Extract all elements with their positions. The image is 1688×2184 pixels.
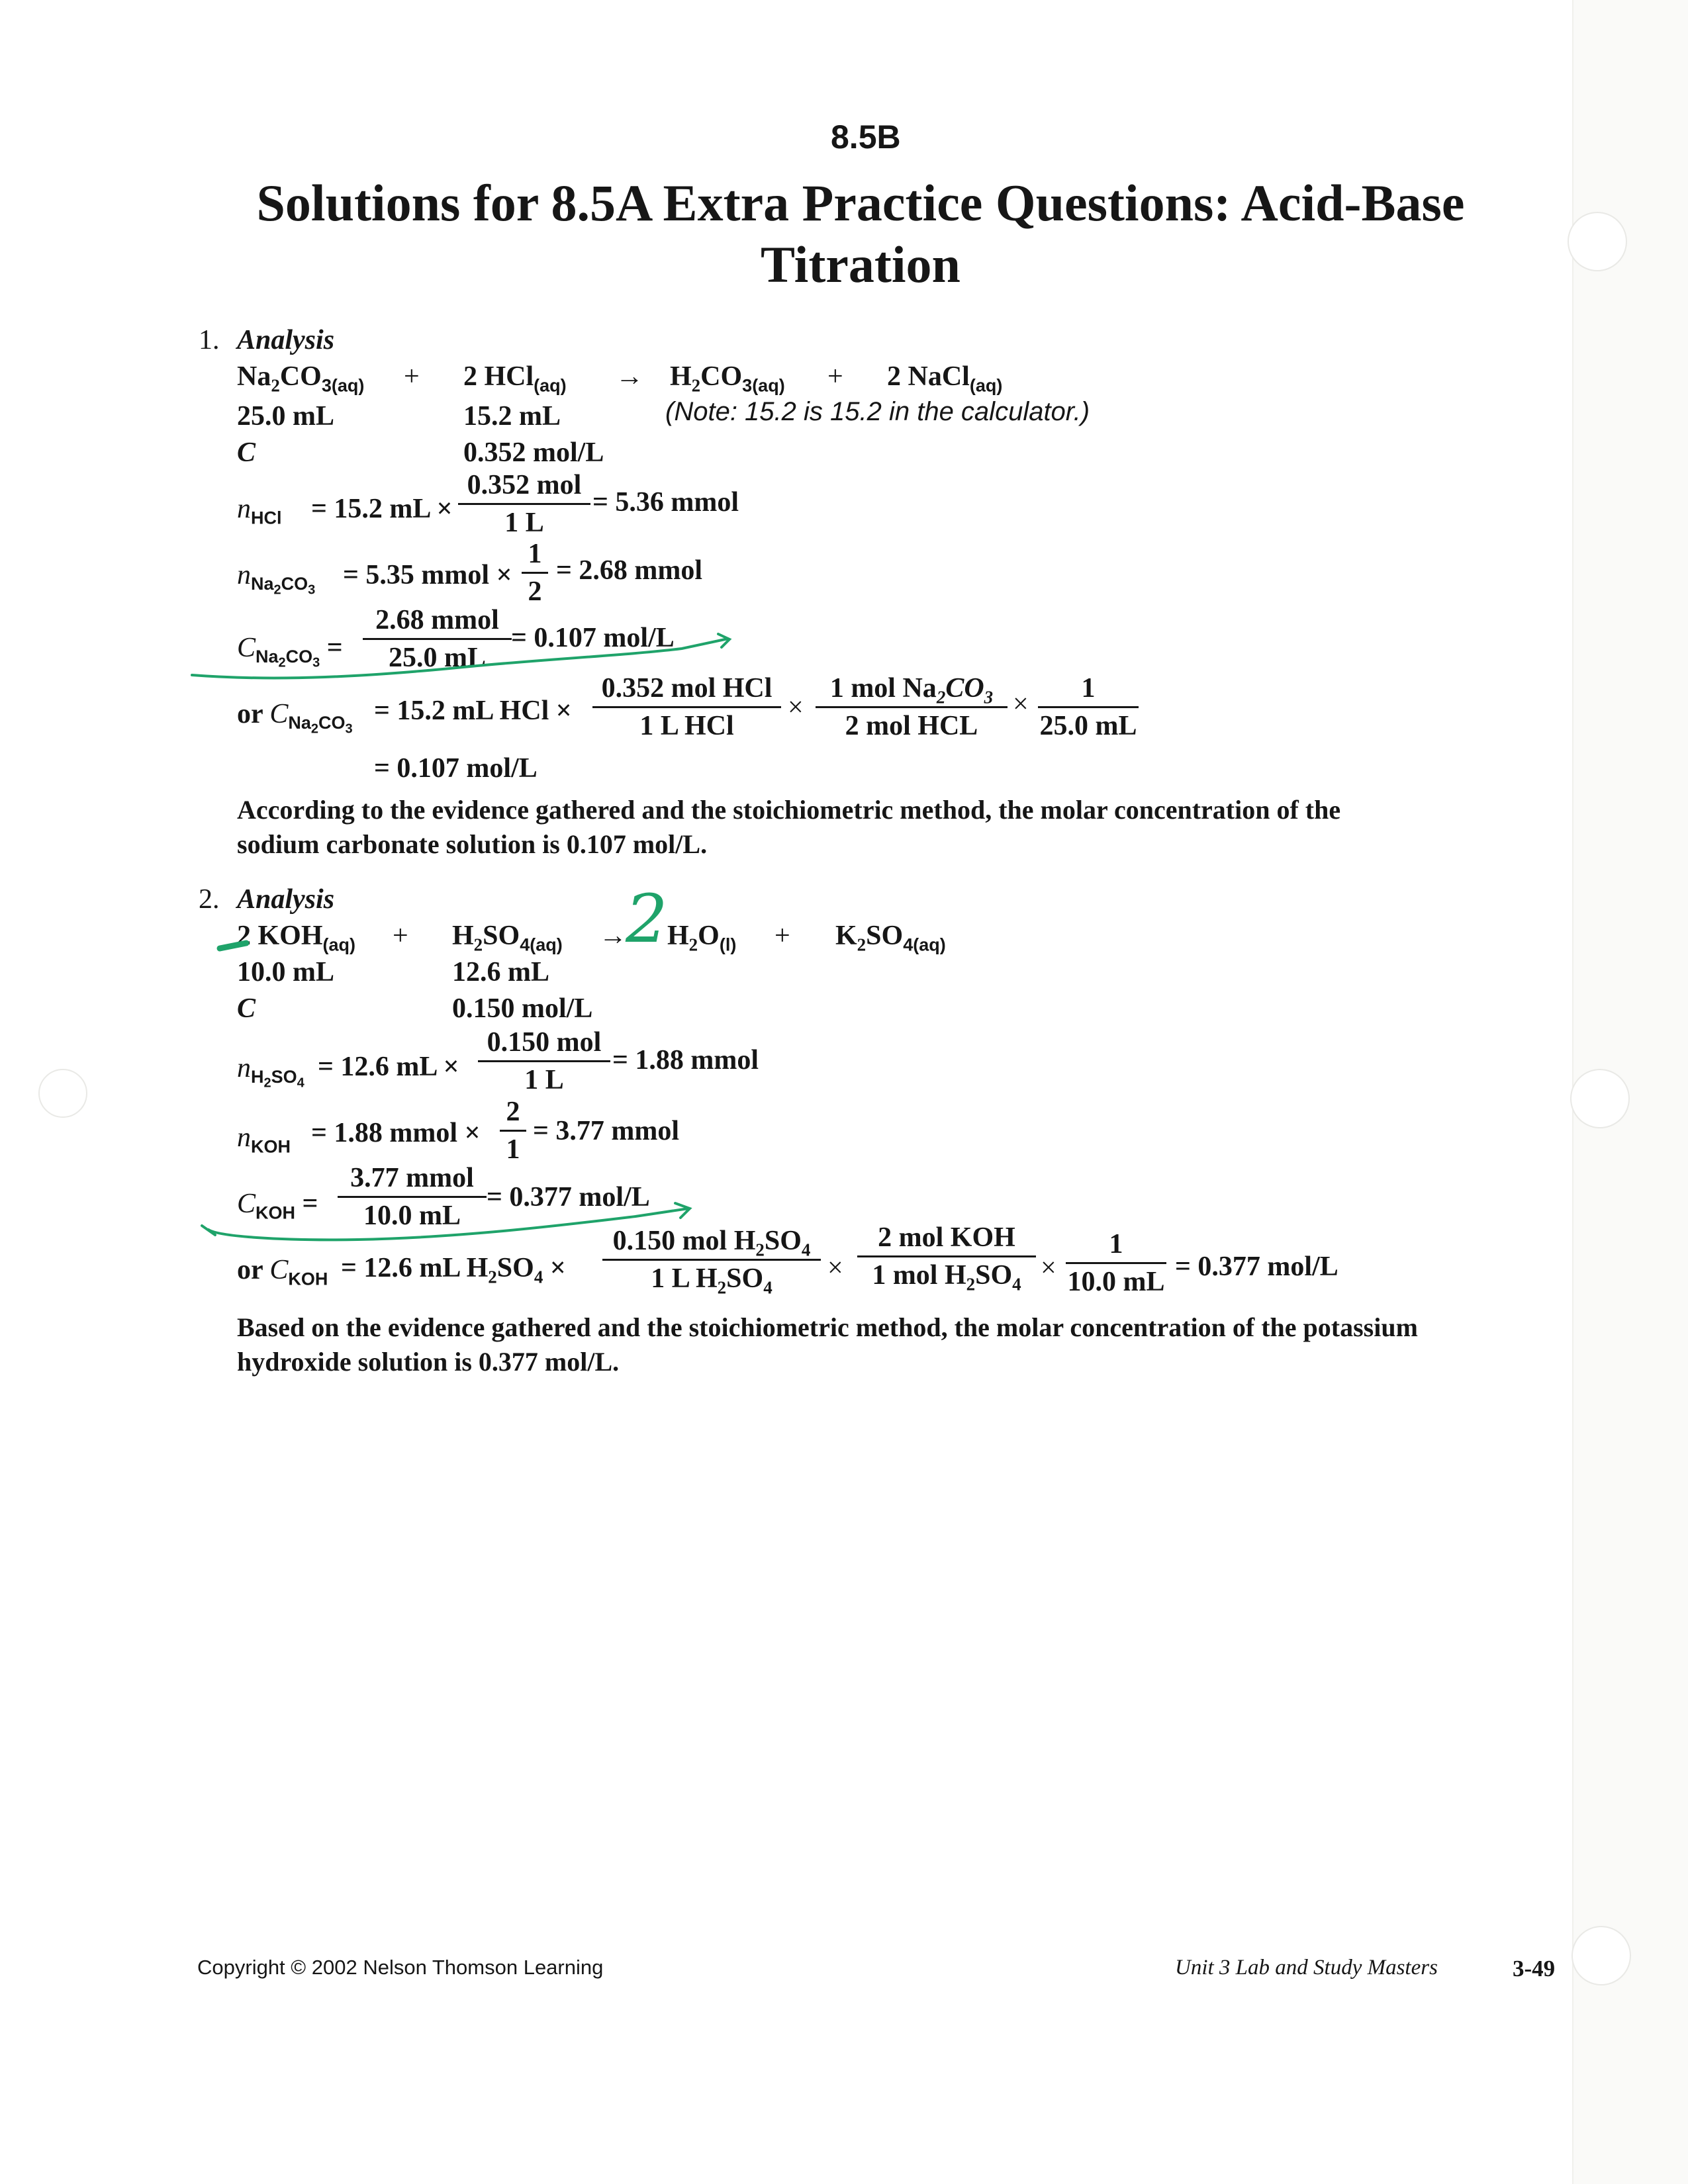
q1-alt-f1-num: 0.352 mol HCl	[601, 673, 773, 704]
q1-n-hcl-result: = 5.36 mmol	[592, 487, 739, 518]
q1-alt-f2-num: 1 mol $Na_2CO_3$	[829, 673, 994, 707]
q2-n-h2so4-den: 1 L	[524, 1065, 564, 1095]
q1-volume-hcl: 15.2 mL	[463, 401, 561, 432]
q2-product-k2so4: $K_2SO_{4(aq)}$	[835, 921, 946, 955]
q1-analysis-heading: Analysis	[237, 325, 335, 355]
q1-alt-times-1: ×	[788, 692, 804, 723]
q2-c-label: C	[237, 993, 256, 1024]
q2-reactant-koh: 2 $KOH_{(aq)}$	[237, 921, 356, 955]
q2-ink-dash	[220, 943, 246, 948]
q2-n-koh-num: 2	[506, 1097, 520, 1127]
q1-n-na2co3-lhs: = 5.35 mmol ×	[343, 560, 512, 590]
q1-n-na2co3-symbol: $n_{Na_2CO_3}$	[237, 560, 316, 598]
q1-c-na2co3-result: = 0.107 mol/L	[511, 623, 675, 653]
q1-product-nacl: 2 NaCl$_{(aq)}$	[887, 361, 1003, 396]
q1-alt-f2-den: 2 mol HCL	[845, 711, 978, 741]
q1-plus-2: +	[827, 361, 843, 392]
q1-n-na2co3-num: 1	[528, 539, 542, 569]
q2-n-koh-lhs: = 1.88 mmol ×	[311, 1118, 481, 1148]
q2-n-koh-symbol: $n_{KOH}$	[237, 1122, 291, 1157]
q1-reactant-na2co3: $Na_2CO_{3(aq)}$	[237, 361, 365, 396]
q2-alt-f2-num: 2 mol KOH	[878, 1222, 1015, 1253]
q2-arrow: →	[599, 921, 627, 951]
q1-product-h2co3: $H_2CO_{3(aq)}$	[670, 361, 785, 396]
q1-reactant-hcl: 2 HCl$_{(aq)}$	[463, 361, 567, 396]
q2-n-koh-den: 1	[506, 1134, 520, 1165]
q2-ink-underline	[202, 1203, 690, 1240]
q2-reactant-h2so4: $H_2SO_{4(aq)}$	[452, 921, 563, 955]
q2-alt-symbol: or $C_{KOH}$	[237, 1255, 328, 1289]
q1-c-na2co3-symbol: $C_{Na_2CO_3}$ =	[237, 633, 343, 670]
q2-alt-f1-den: 1 L $H_2SO_4$	[651, 1263, 773, 1298]
q2-number: 2.	[199, 884, 220, 915]
footer-copyright: Copyright © 2002 Nelson Thomson Learning	[197, 1956, 604, 1979]
q2-alt-f1-num: 0.150 mol $H_2SO_4$	[612, 1226, 811, 1260]
q1-alt-result: = 0.107 mol/L	[374, 753, 538, 784]
q2-n-h2so4-symbol: $n_{H_2SO_4}$	[237, 1053, 305, 1091]
q2-c-koh-result: = 0.377 mol/L	[487, 1182, 650, 1212]
q2-c-koh-den: 10.0 mL	[363, 1201, 461, 1231]
footer-unit: Unit 3 Lab and Study Masters	[1175, 1956, 1438, 1979]
q2-product-h2o: $H_2O_{(l)}$	[667, 921, 737, 955]
q2-handwritten-coefficient: 2	[626, 880, 668, 958]
q1-number: 1.	[199, 325, 220, 355]
q1-n-na2co3-result: = 2.68 mmol	[556, 555, 703, 586]
q1-arrow: →	[616, 361, 643, 392]
q2-volume-koh: 10.0 mL	[237, 957, 334, 987]
section-code: 8.5B	[831, 118, 901, 156]
q2-alt-f3-num: 1	[1109, 1229, 1123, 1259]
q1-c-na2co3-den: 25.0 mL	[389, 643, 486, 673]
q2-analysis-heading: Analysis	[237, 884, 335, 915]
q1-c-label: C	[237, 437, 256, 468]
q2-alt-f3-den: 10.0 mL	[1067, 1267, 1165, 1297]
footer-page-number: 3-49	[1513, 1956, 1556, 1981]
q2-plus-1: +	[393, 921, 408, 951]
q1-conclusion: According to the evidence gathered and the stoichiometric method, the molar concentration of the sodium carbonate solution is 0.107 mol/L.	[237, 795, 1341, 859]
q2-alt-times-2: ×	[1041, 1253, 1056, 1283]
page-title-line2: Titration	[761, 236, 961, 293]
q2-alt-lhs: = 12.6 mL $H_2SO_4$ ×	[341, 1253, 566, 1287]
q2-alt-times-1: ×	[827, 1253, 843, 1283]
q1-alt-f3-num: 1	[1081, 673, 1096, 704]
q1-ink-underline	[192, 634, 729, 678]
q1-c-na2co3-num: 2.68 mmol	[375, 605, 499, 635]
q2-plus-2: +	[774, 921, 790, 951]
q2-alt-f2-den: 1 mol $H_2SO_4$	[872, 1260, 1021, 1295]
q2-volume-h2so4: 12.6 mL	[452, 957, 549, 987]
q2-n-h2so4-lhs: = 12.6 mL ×	[318, 1052, 459, 1082]
q1-alt-symbol: or $C_{Na_2CO_3}$	[237, 699, 353, 737]
q2-c-koh-num: 3.77 mmol	[350, 1163, 474, 1193]
q1-n-hcl-num: 0.352 mol	[467, 470, 582, 500]
q1-concentration-hcl: 0.352 mol/L	[463, 437, 604, 468]
q2-n-koh-result: = 3.77 mmol	[533, 1116, 680, 1146]
q1-n-hcl-lhs: = 15.2 mL ×	[311, 494, 453, 524]
q1-alt-f1-den: 1 L HCl	[639, 711, 734, 741]
q2-alt-result: = 0.377 mol/L	[1175, 1251, 1338, 1282]
q1-n-hcl-den: 1 L	[504, 508, 544, 538]
page-title-line1: Solutions for 8.5A Extra Practice Questions: Acid-Base	[256, 174, 1465, 232]
q1-plus-1: +	[404, 361, 420, 392]
q1-n-hcl-symbol: $n_{HCl}$	[237, 494, 282, 528]
q2-c-koh-symbol: $C_{KOH}$ =	[237, 1189, 318, 1223]
q1-volume-na2co3: 25.0 mL	[237, 401, 334, 432]
q1-alt-lhs: = 15.2 mL HCl ×	[374, 696, 572, 726]
q1-n-na2co3-den: 2	[528, 576, 542, 607]
q2-n-h2so4-num: 0.150 mol	[487, 1027, 602, 1058]
q2-conclusion: Based on the evidence gathered and the stoichiometric method, the molar concentration of the potassium hydroxide solution is 0.377 mol/L.	[237, 1312, 1418, 1377]
q2-n-h2so4-result: = 1.88 mmol	[612, 1045, 759, 1075]
q1-calculator-note: (Note: 15.2 is 15.2 in the calculator.)	[665, 397, 1090, 426]
q1-alt-f3-den: 25.0 mL	[1039, 711, 1137, 741]
q1-alt-times-2: ×	[1013, 689, 1029, 719]
q2-concentration-h2so4: 0.150 mol/L	[452, 993, 593, 1024]
